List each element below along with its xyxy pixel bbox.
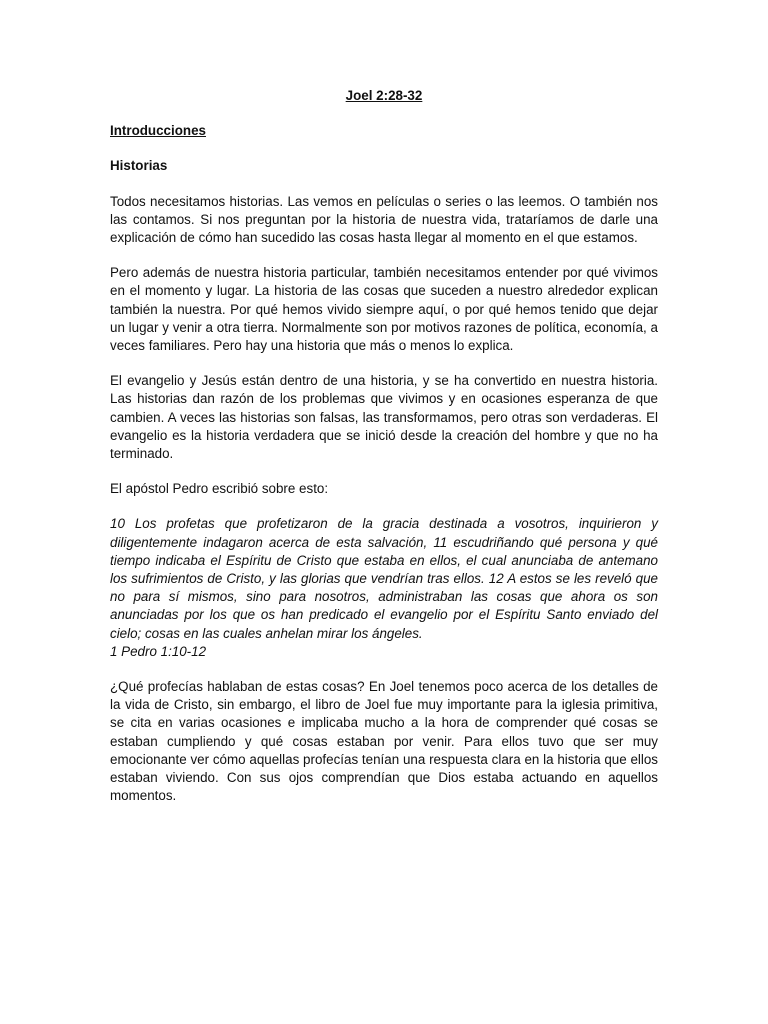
quote-intro: El apóstol Pedro escribió sobre esto: bbox=[110, 481, 329, 497]
paragraph: Pero además de nuestra historia particular, también necesitamos entender por qué vivimos en el momento y lugar. La historia de las cosas que suceden a nuestro alrededor explican también la nuestra. Por qué hemos vivido siempre aquí, o por qué hemos tenido que dejar un lugar y venir a otra tierra. Normalmente son por motivos razones de política, economía, a veces familiares. Pero hay una historia que más o menos lo explica. bbox=[110, 265, 658, 354]
bible-quote: 10 Los profetas que profetizaron de la gracia destinada a vosotros, inquirieron y diligentemente indagaron acerca de esta salvación, 11 escudriñando qué persona y qué tiempo indicaba el Espíritu de Cristo que estaba en ellos, el cual anunciaba de antemano los sufrimientos de Cristo, y las glorias que vendrían tras ellos. 12 A estos se les reveló que no para sí mismos, sino para nosotros, administraban las cosas que ahora os son anunciadas por los que os han predicado el evangelio por el Espíritu Santo enviado del cielo; cosas en las cuales anhelan mirar los ángeles. bbox=[110, 516, 658, 641]
subheading: Historias bbox=[110, 158, 168, 174]
document-title: Joel 2:28-32 bbox=[345, 88, 423, 103]
section-heading: Introducciones bbox=[110, 123, 206, 139]
quote-reference: 1 Pedro 1:10-12 bbox=[110, 643, 207, 659]
paragraph: Todos necesitamos historias. Las vemos en películas o series o las leemos. O también nos las contamos. Si nos preguntan por la historia de nuestra vida, trataríamos de darle una explicación de cómo han sucedido las cosas hasta llegar al momento en el que estamos. bbox=[110, 193, 658, 246]
paragraph: El evangelio y Jesús están dentro de una historia, y se ha convertido en nuestra historia. Las historias dan razón de los problemas que vivimos y en ocasiones esperanza de que cambien. A veces las historias son falsas, las transformamos, pero otras son verdaderas. El evangelio es la historia verdadera que se inició desde la creación del hombre y que no ha terminado. bbox=[110, 373, 658, 462]
closing-paragraph: ¿Qué profecías hablaban de estas cosas? En Joel tenemos poco acerca de los detalles de la vida de Cristo, sin embargo, el libro de Joel fue muy importante para la iglesia primitiva, se cita en varias ocasiones e implicaba mucho a la hora de comprender qué cosas se estaban cumpliendo y qué cosas estaban por venir. Para ellos tuvo que ser muy emocionante ver cómo aquellas profecías tenían una respuesta clara en la historia que ellos estaban viviendo. Con sus ojos comprendían que Dios estaba actuando en aquellos momentos. bbox=[110, 679, 658, 804]
document-body bbox=[110, 87, 658, 823]
